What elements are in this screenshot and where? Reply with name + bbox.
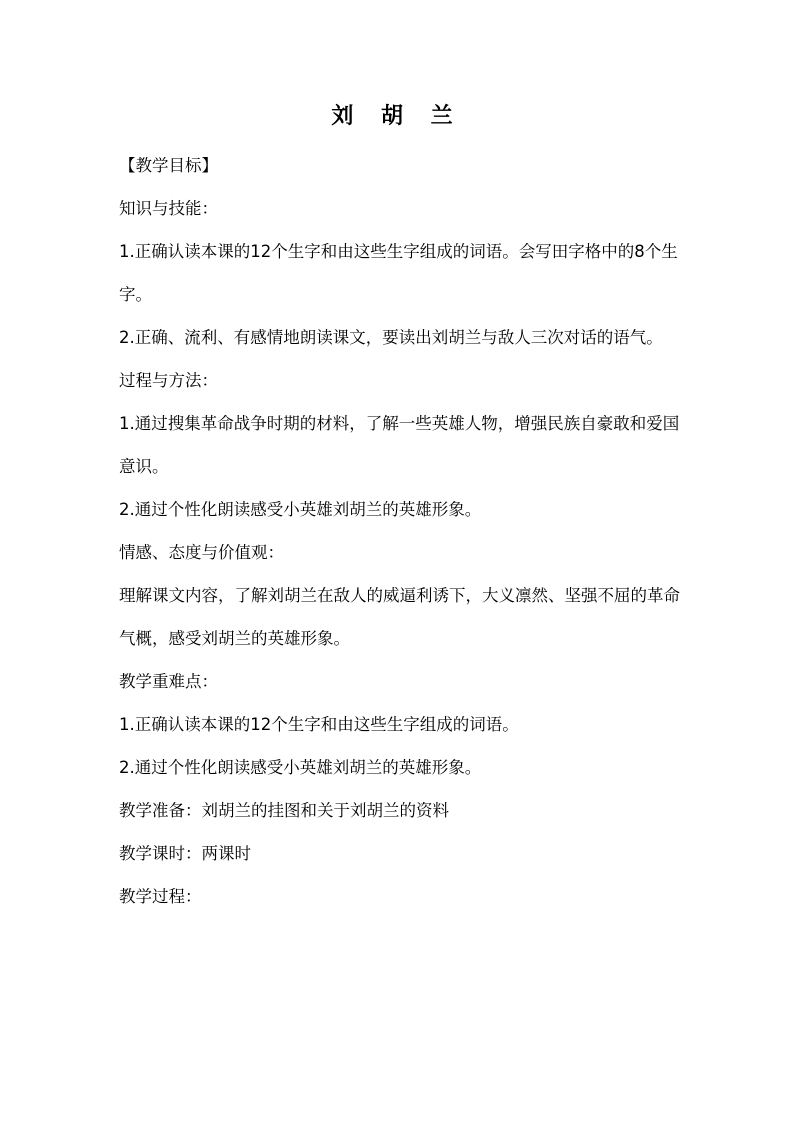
paragraph: 1.通过搜集革命战争时期的材料，了解一些英雄人物，增强民族自豪敢和爱国意识。 <box>119 414 680 476</box>
document-body <box>119 144 684 918</box>
subheading-key-points: 教学重难点： <box>119 672 218 691</box>
paragraph: 2.正确、流利、有感情地朗读课文，要读出刘胡兰与敌人三次对话的语气。 <box>119 328 663 347</box>
paragraph: 1.正确认读本课的12个生字和由这些生字组成的词语。 <box>119 715 519 734</box>
paragraph: 2.通过个性化朗读感受小英雄刘胡兰的英雄形象。 <box>119 500 482 519</box>
paragraph-teaching-process: 教学过程： <box>119 887 202 906</box>
paragraph-preparation: 教学准备：刘胡兰的挂图和关于刘胡兰的资料 <box>119 801 449 820</box>
section-heading-teaching-goals: 【教学目标】 <box>119 156 218 175</box>
document-title: 刘 胡 兰 <box>331 104 463 129</box>
subheading-knowledge-skills: 知识与技能： <box>119 199 218 218</box>
paragraph: 1.正确认读本课的12个生字和由这些生字组成的词语。会写田字格中的8个生字。 <box>119 242 678 304</box>
paragraph-class-hours: 教学课时：两课时 <box>119 844 251 863</box>
subheading-emotion-values: 情感、态度与价值观： <box>119 543 284 562</box>
paragraph: 2.通过个性化朗读感受小英雄刘胡兰的英雄形象。 <box>119 758 482 777</box>
subheading-process-methods: 过程与方法： <box>119 371 218 390</box>
paragraph: 理解课文内容，了解刘胡兰在敌人的威逼利诱下，大义凛然、坚强不屈的革命气概，感受刘胡兰的英雄形象。 <box>119 586 680 648</box>
